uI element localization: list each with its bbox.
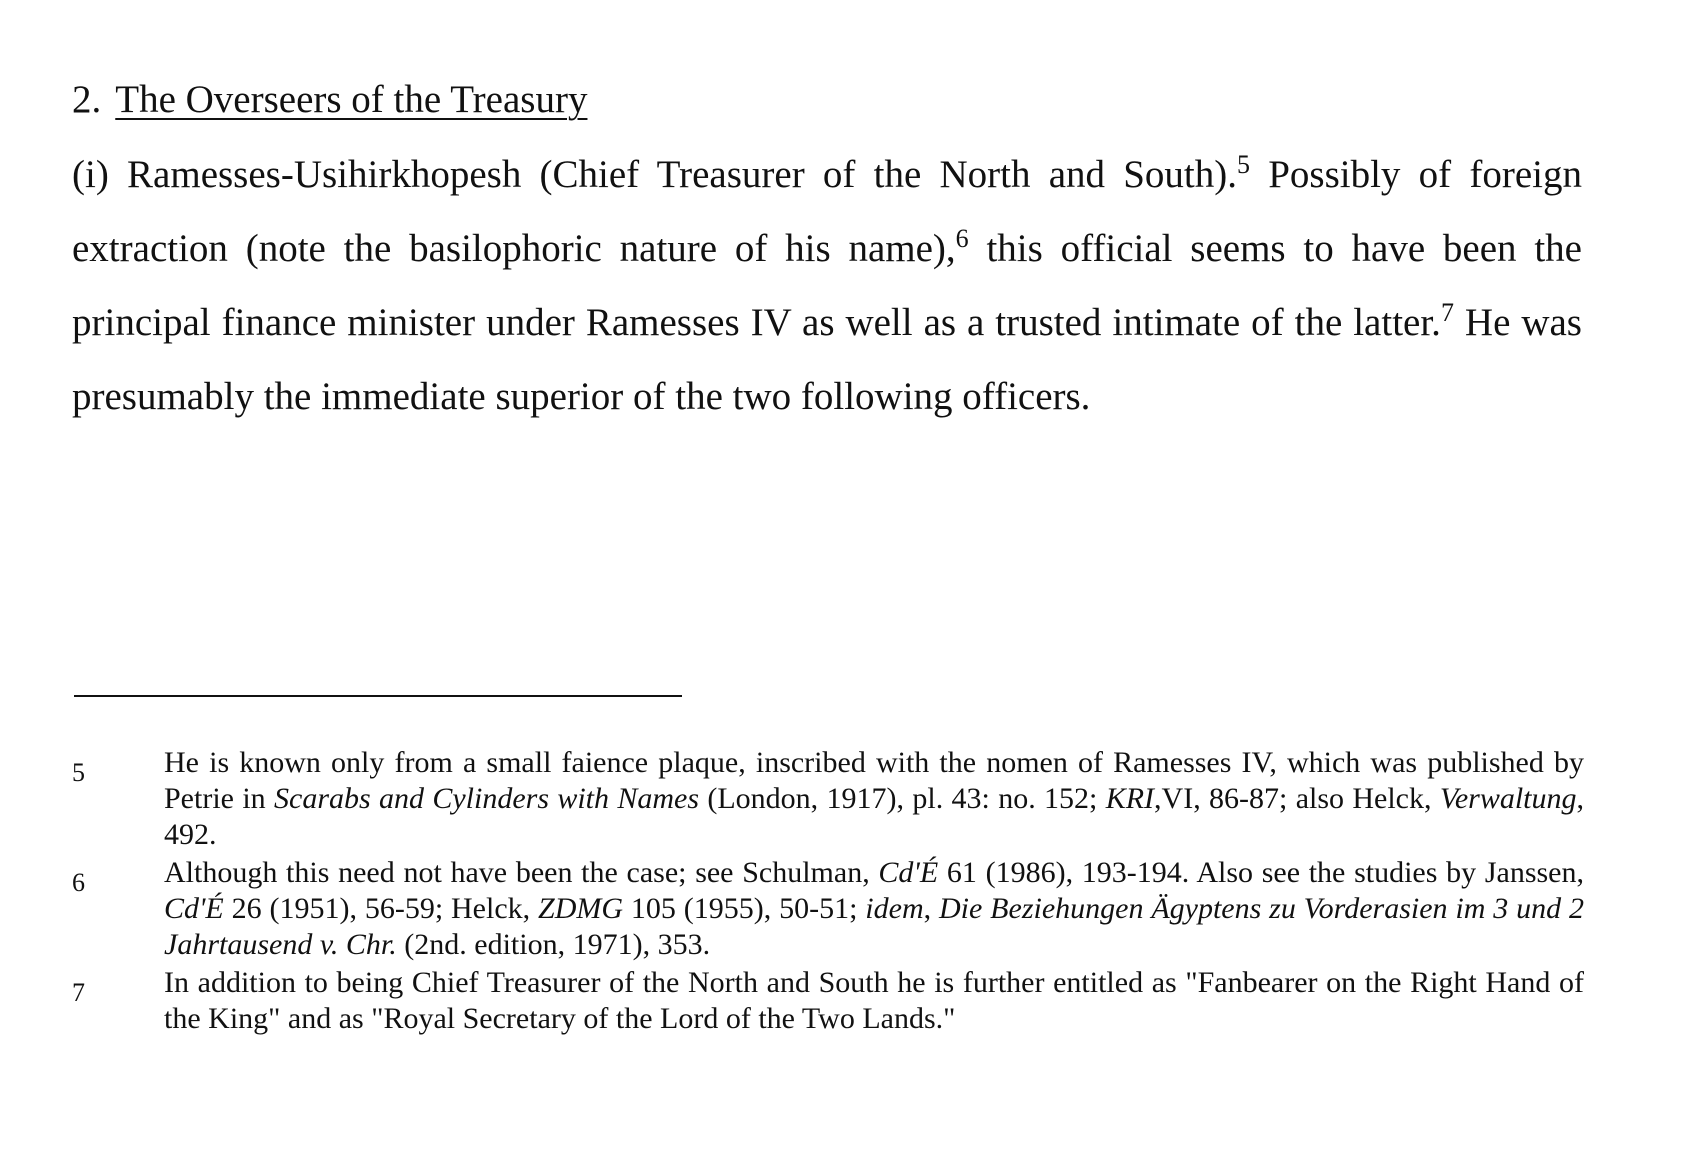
- footnote-segment: 26 (1951), 56-59; Helck,: [223, 892, 539, 925]
- footnote-italic-text: idem: [865, 892, 924, 925]
- footnote-text: [164, 745, 1584, 853]
- footnote-segment: 61 (1986), 193-194. Also see the studies by Janssen,: [938, 856, 1584, 889]
- footnote-italic-text: Cd'É: [878, 856, 939, 889]
- paragraph-text: this official seems to have been the principal finance minister under Ramesses IV as well as a trusted intimate of the latter.: [72, 227, 1582, 344]
- footnotes-list: [72, 745, 1584, 1039]
- footnote-italic-text: ZDMG: [538, 892, 624, 925]
- footnote-italic-text: Cd'É: [164, 892, 224, 925]
- footnote-segment: , 492.: [164, 782, 1585, 851]
- footnote-italic-text: Die Beziehungen Ägyptens zu Vorderasien im 3 und 2 Jahrtausend v. Chr.: [164, 892, 1585, 961]
- footnote-segment: 105 (1955), 50-51;: [623, 892, 866, 925]
- footnote-text: [164, 965, 1584, 1037]
- footnote-italic-text: Scarabs and Cylinders with Names: [274, 782, 700, 815]
- section-heading: [72, 74, 587, 126]
- footnote: [72, 965, 1584, 1037]
- footnote-segment: ,: [923, 892, 939, 925]
- footnote-italic-text: KRI: [1105, 782, 1155, 815]
- footnote: [72, 745, 1584, 853]
- footnote-text: [164, 855, 1584, 963]
- section-number: 2.: [72, 78, 102, 121]
- paragraph-text: (i) Ramesses-Usihirkhopesh (Chief Treasurer of the North and South).: [72, 153, 1237, 196]
- footnote-segment: Although this need not have been the case; see Schulman,: [164, 856, 879, 889]
- paragraph-text: Possibly of foreign extraction (note the basilophoric nature of his name),: [72, 153, 1582, 270]
- footnote-segment: ,VI, 86-87; also Helck,: [1154, 782, 1440, 815]
- body-paragraph: [72, 138, 1582, 434]
- footnote-number: 6: [72, 868, 85, 897]
- footnote-ref: 6: [955, 224, 969, 253]
- footnote-ref: 5: [1237, 150, 1250, 179]
- footnote-number: 7: [72, 978, 85, 1007]
- footnote-italic-text: Verwaltung: [1439, 782, 1577, 815]
- footnote-segment: (London, 1917), pl. 43: no. 152;: [699, 782, 1106, 815]
- footnote-segment: He is known only from a small faience plaque, inscribed with the nomen of Ramesses IV, which was published by Petrie in: [164, 746, 1584, 815]
- section-title: The Overseers of the Treasury: [115, 78, 588, 121]
- footnote-separator: [74, 695, 682, 697]
- paragraph-text: He was presumably the immediate superior of the two following officers.: [72, 301, 1582, 418]
- footnote-ref: 7: [1440, 298, 1454, 327]
- footnote-number: 5: [72, 758, 85, 787]
- footnote: [72, 855, 1584, 963]
- footnote-segment: In addition to being Chief Treasurer of the North and South he is further entitled as "Fanbearer on the Right Hand of the King" and as "Royal Secretary of the Lord of the Two Lands.": [164, 966, 1584, 1035]
- footnote-segment: (2nd. edition, 1971), 353.: [396, 928, 711, 961]
